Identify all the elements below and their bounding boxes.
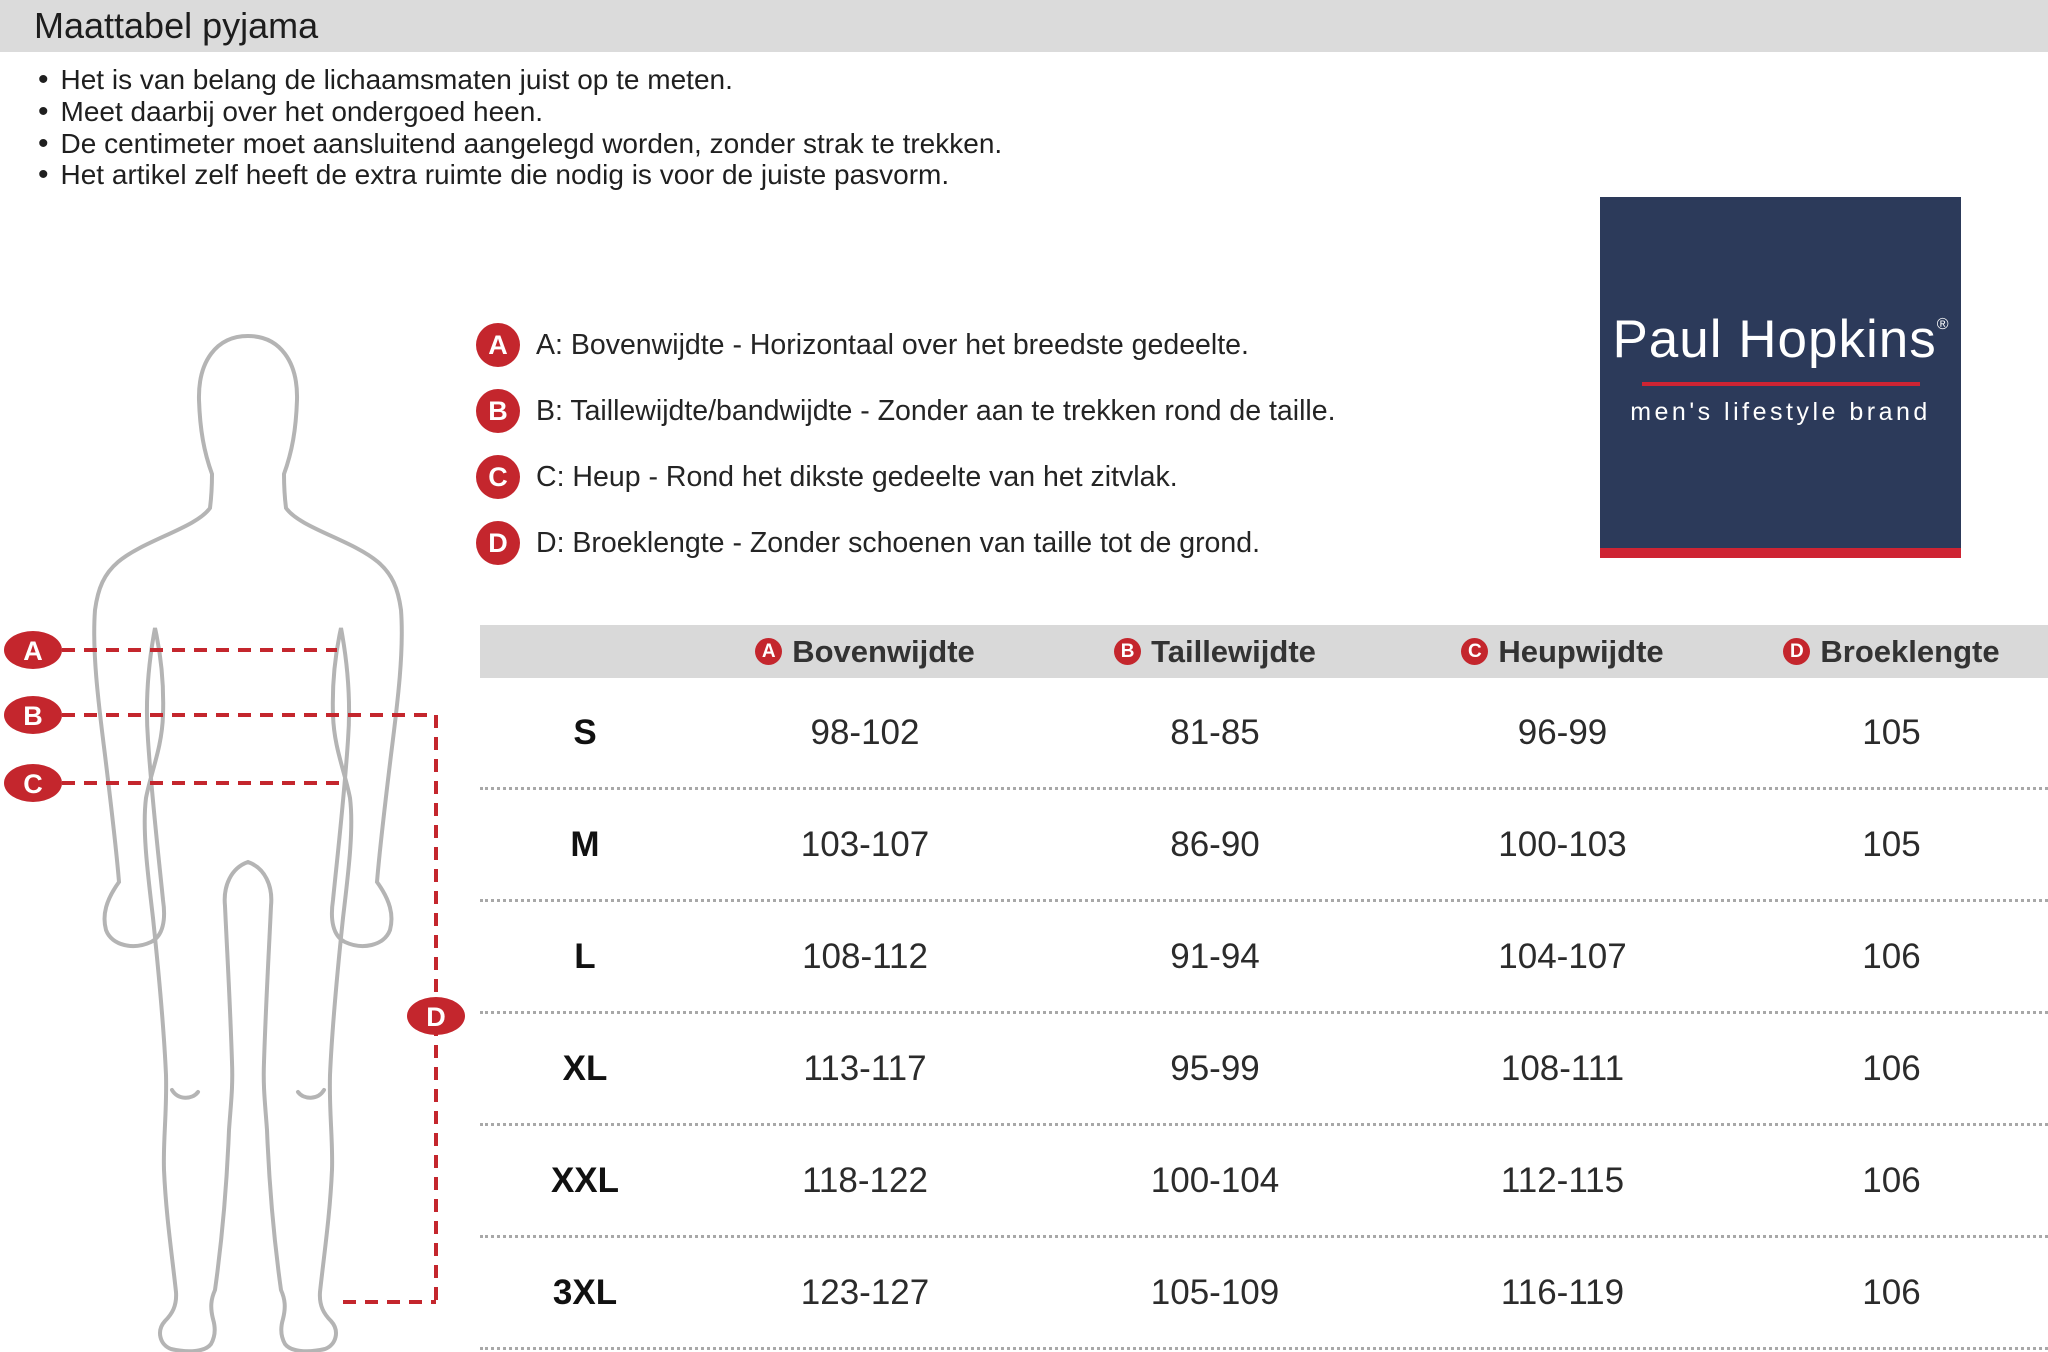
column-header-heupwijdte [1390, 634, 1735, 670]
cell-taillewijdte: 95-99 [1170, 1048, 1260, 1088]
cell-bovenwijdte: 103-107 [800, 824, 930, 864]
legend-badge-b-icon: B [476, 389, 520, 433]
instruction-item [38, 159, 1002, 191]
cell-heupwijdte: 108-111 [1500, 1048, 1625, 1088]
legend-text-b: B: Taillewijdte/bandwijdte - Zonder aan te trekken rond de taille. [536, 394, 1336, 427]
legend-text-a: A: Bovenwijdte - Horizontaal over het breedste gedeelte. [536, 328, 1249, 361]
cell-bovenwijdte: 108-112 [802, 936, 928, 976]
cell-bovenwijdte: 123-127 [800, 1272, 930, 1312]
legend-badge-a-icon: A [476, 323, 520, 367]
column-label: Taillewijdte [1151, 633, 1316, 669]
cell-taillewijdte: 100-104 [1150, 1160, 1280, 1200]
instruction-text: • De centimeter moet aansluitend aangelegd worden, zonder strak te trekken. [60, 127, 1003, 159]
legend-row-a [476, 323, 1336, 367]
cell-heupwijdte: 104-107 [1498, 936, 1627, 976]
cell-taillewijdte: 91-94 [1170, 936, 1260, 976]
cell-taillewijdte: 105-109 [1150, 1272, 1280, 1312]
brand-name [1600, 309, 1961, 370]
body-measurement-diagram [0, 320, 480, 1352]
column-header-broeklengte [1735, 634, 2048, 670]
size-label: S [573, 712, 597, 752]
legend-row-c [476, 455, 1336, 499]
column-badge-a-icon: A [755, 638, 782, 665]
brand-name-text: Paul Hopkins [1612, 310, 1937, 369]
right-knee-line [298, 1090, 324, 1098]
cell-broeklengte: 106 [1862, 1048, 1921, 1088]
legend-text-c: C: Heup - Rond het dikste gedeelte van het zitvlak. [536, 460, 1178, 493]
column-label: Bovenwijdte [792, 633, 975, 669]
registered-mark-icon: ® [1936, 316, 1949, 333]
page-title-bar [0, 0, 2048, 52]
column-label: Broeklengte [1820, 633, 2000, 669]
cell-heupwijdte: 100-103 [1498, 824, 1627, 864]
size-table [480, 625, 2048, 1350]
legend-text-d: D: Broeklengte - Zonder schoenen van taille tot de grond. [536, 526, 1261, 559]
column-header-taillewijdte [1040, 634, 1390, 670]
table-row-xl [480, 1014, 2048, 1126]
measurement-legend [476, 323, 1336, 587]
legend-badge-d-icon: D [476, 521, 520, 565]
instruction-text: • Het is van belang de lichaamsmaten juist op te meten. [60, 64, 733, 95]
marker-d-letter: D [426, 1002, 446, 1032]
cell-broeklengte: 105 [1862, 712, 1921, 752]
cell-heupwijdte: 112-115 [1500, 1160, 1625, 1200]
table-row-xxl [480, 1126, 2048, 1238]
table-row-m [480, 790, 2048, 902]
brand-tagline: men's lifestyle brand [1630, 398, 1931, 426]
size-label: 3XL [552, 1272, 618, 1312]
brand-bottom-stripe [1600, 548, 1961, 558]
cell-bovenwijdte: 113-117 [803, 1048, 927, 1088]
legend-row-d [476, 521, 1336, 565]
legend-row-b [476, 389, 1336, 433]
size-label: L [574, 936, 596, 976]
instruction-item [38, 64, 1002, 96]
instruction-text: • Het artikel zelf heeft de extra ruimte die nodig is voor de juiste pasvorm. [60, 159, 950, 191]
table-row-s [480, 678, 2048, 790]
cell-taillewijdte: 81-85 [1170, 712, 1260, 752]
measurement-markers [4, 631, 465, 1035]
column-header-bovenwijdte [690, 634, 1040, 670]
cell-broeklengte: 106 [1862, 936, 1921, 976]
marker-b-letter: B [23, 701, 43, 731]
column-badge-b-icon: B [1114, 638, 1141, 665]
body-outline [94, 336, 402, 1351]
brand-logo-box [1600, 197, 1961, 548]
legend-badge-c-icon: C [476, 455, 520, 499]
page-title: Maattabel pyjama [34, 5, 319, 46]
column-label: Heupwijdte [1498, 633, 1664, 669]
marker-a-letter: A [23, 636, 43, 666]
instruction-item [38, 128, 1002, 160]
cell-heupwijdte: 96-99 [1517, 712, 1608, 752]
cell-broeklengte: 106 [1862, 1272, 1921, 1312]
cell-heupwijdte: 116-119 [1500, 1272, 1625, 1312]
column-badge-d-icon: D [1783, 638, 1810, 665]
column-badge-c-icon: C [1461, 638, 1488, 665]
measurement-lines [62, 650, 436, 1302]
size-label: XXL [550, 1160, 620, 1200]
size-label: XL [562, 1048, 608, 1088]
size-table-header [480, 625, 2048, 678]
cell-taillewijdte: 86-90 [1170, 824, 1260, 864]
instruction-text: • Meet daarbij over het ondergoed heen. [60, 95, 544, 127]
brand-divider-line [1642, 382, 1920, 386]
left-knee-line [172, 1090, 198, 1098]
size-label: M [570, 824, 600, 864]
cell-bovenwijdte: 98-102 [810, 712, 920, 752]
cell-bovenwijdte: 118-122 [802, 1160, 928, 1200]
instruction-item [38, 96, 1002, 128]
marker-c-letter: C [23, 769, 43, 799]
table-row-3xl [480, 1238, 2048, 1350]
measuring-instructions [38, 64, 1002, 191]
cell-broeklengte: 106 [1862, 1160, 1921, 1200]
brand-logo [1600, 197, 1961, 558]
cell-broeklengte: 105 [1862, 824, 1921, 864]
table-row-l [480, 902, 2048, 1014]
